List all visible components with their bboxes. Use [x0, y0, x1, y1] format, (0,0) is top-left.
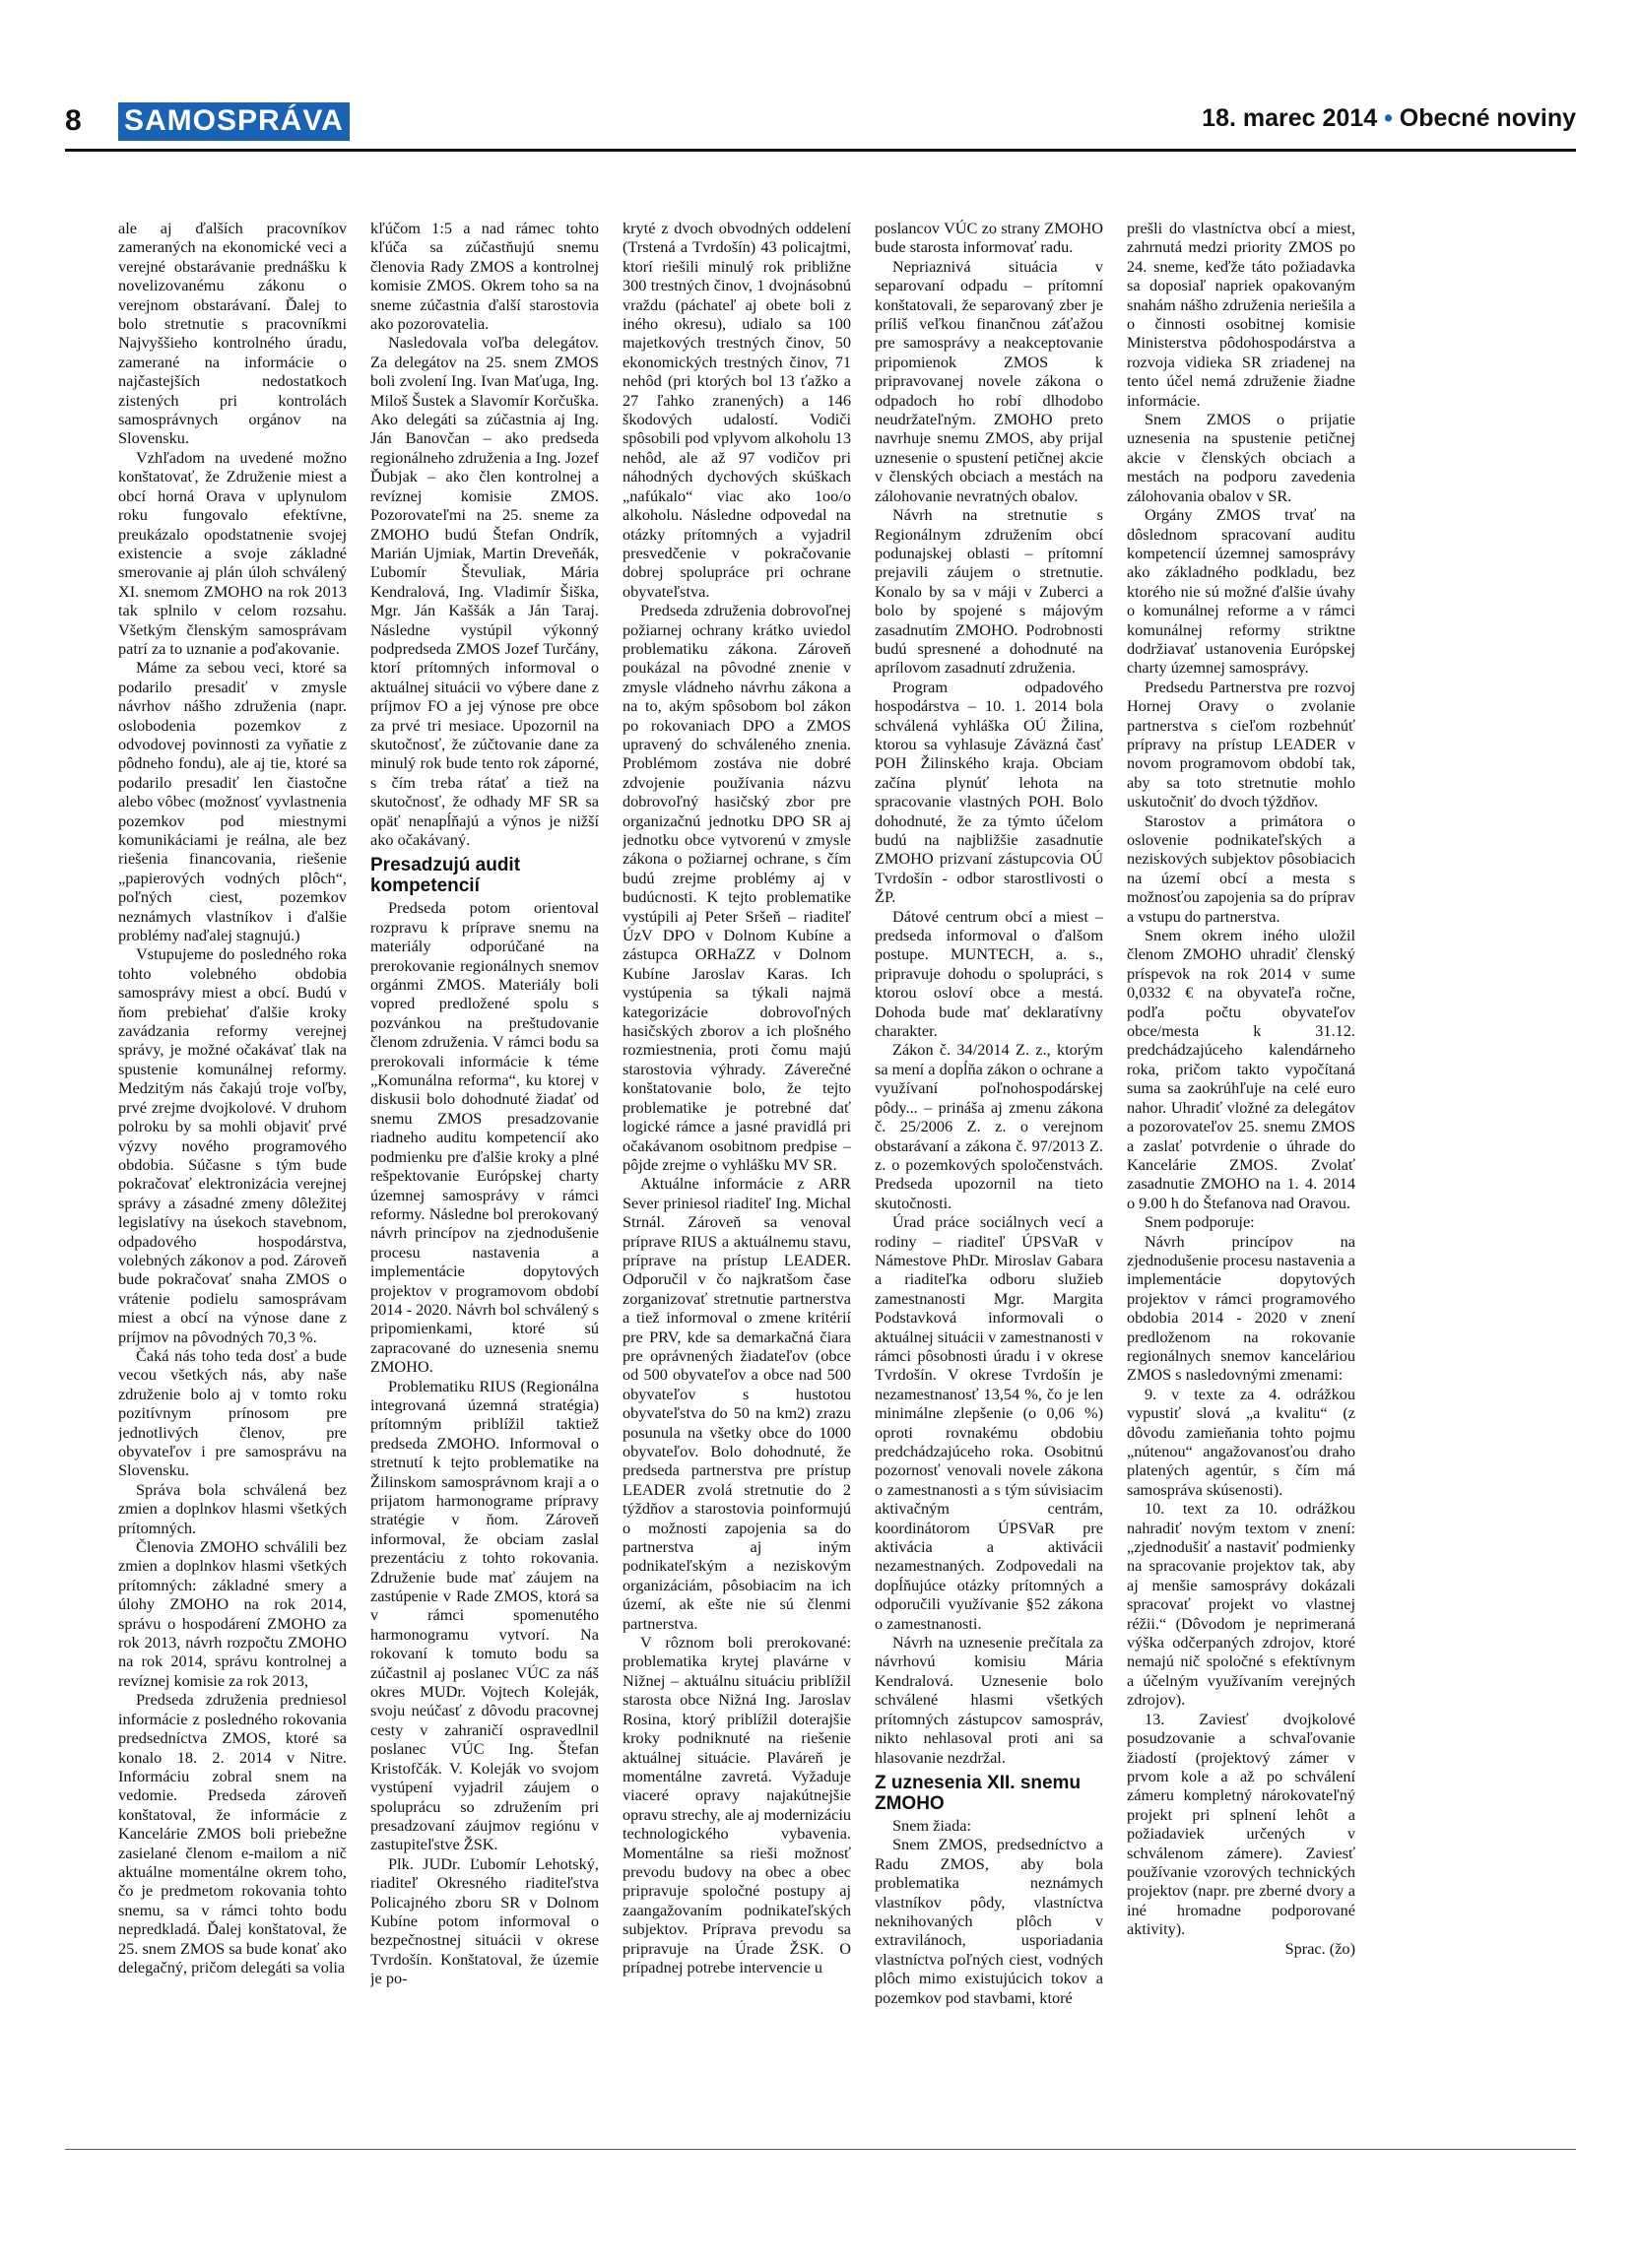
paragraph: Máme za sebou veci, ktoré sa podarilo presadiť v zmysle návrhov nášho združenia (napr. oslobodenia pozemkov z odvodovej povinnosti za vyňatie z pôdneho fondu), ale aj tie, ktoré sa podarilo presadiť len čiastočne alebo vôbec (možnosť vyvlastnenia pozemkov pod miestnymi komunikáciami je reálna, ale bez riešenia financovania, riešenie „papierových vodných plôch“, poľných ciest, pozemkov neznámych vlastníkov i ďalšie problémy naďalej stagnujú.)	[118, 658, 347, 945]
paragraph: Návrh na stretnutie s Regionálnym združením obcí podunajskej oblasti – prítomní prejavili záujem o stretnutie. Konalo by sa v máji v Zuberci a bolo by spojené s májovým zasadnutím ZMOHO. Podrobnosti budú spresnené a dohodnuté na aprílovom zasadnutí združenia.	[875, 505, 1103, 678]
newspaper-name: Obecné noviny	[1399, 104, 1576, 132]
paragraph: Orgány ZMOS trvať na dôslednom spracovaní auditu kompetencií územnej samosprávy ako základného podkladu, bez ktorého nie sú možné ďalšie úvahy o komunálnej reforme a v rámci komunálnej reformy striktne dodržiavať ustanovenia Európskej charty územnej samosprávy.	[1127, 505, 1355, 678]
paragraph: Zákon č. 34/2014 Z. z., ktorým sa mení a dopĺňa zákon o ochrane a využívaní poľnohospodárskej pôdy... – prináša aj zmenu zákona č. 25/2006 Z. z. o verejnom obstarávaní a zákona č. 97/2013 Z. z. o pozemkových spoločenstvách. Predseda upozornil na tieto skutočnosti.	[875, 1040, 1103, 1212]
article-body	[118, 219, 1574, 2139]
footer-rule	[65, 2149, 1576, 2150]
paragraph: prešli do vlastníctva obcí a miest, zahrnutá medzi priority ZMOS po 24. sneme, keďže táto požiadavka sa doposiaľ napriek opakovaným snahám nášho združenia neriešila a o činnosti osobitnej komisie Ministerstva pôdohospodárstva a rozvoja vidieka SR zriadenej na tento účel nemá združenie žiadne informácie.	[1127, 219, 1355, 410]
author-signature: Sprac. (žo)	[1284, 1938, 1355, 1958]
paragraph: Snem ZMOS, predsedníctvo a Radu ZMOS, aby bola problematika neznámych vlastníkov pôdy, vlastníctva neknihovaných plôch v extravilánoch, usporiadania vlastníctva poľných ciest, vodných plôch mimo existujúcich tokov a pozemkov pod stavbami, ktoré	[875, 1835, 1103, 2007]
paragraph: 13. Zaviesť dvojkolové posudzovanie a schvaľovanie žiadostí (projektový zámer v prvom kole a až po schválení zámeru kompletný nárokovateľný projekt pri splnení lehôt a požiadaviek určených v schválenom zámere). Zaviesť používanie vzorových technických projektov (napr. pre zberné dvory a iné hromadne podporované aktivity).	[1127, 1709, 1355, 1939]
paragraph: Dátové centrum obcí a miest – predseda informoval o ďalšom postupe. MUNTECH, a. s., pripravuje dohodu o spolupráci, s ktorou osloví obce a mestá. Dohoda bude mať deklaratívny charakter.	[875, 906, 1103, 1041]
page-header	[65, 102, 1576, 148]
column-4	[875, 219, 1103, 2139]
paragraph: Problematiku RIUS (Regionálna integrovaná územná stratégia) prítomným priblížil taktiež predseda ZMOHO. Informoval o stretnutí k tejto problematike na Žilinskom samosprávnom kraji a o prijatom harmonograme prípravy stratégie v ňom. Zároveň informoval, že obciam zaslal prezentáciu z tohto rokovania. Združenie bude mať záujem na zastúpenie v Rade ZMOS, ktorá sa v rámci spomenutého harmonogramu vytvorí. Na rokovaní k tomuto bodu sa zúčastnil aj poslanec VÚC za náš okres MUDr. Vojtech Koleják, svoju neúčasť z dôvodu pracovnej cesty v zahraničí ospravedlnil poslanec VÚC Ing. Štefan Kristofčák. V. Koleják vo svojom vystúpení vyjadril záujem o spoluprácu so združením pri presadzovaní záujmov regiónu v zastupiteľstve ŽSK.	[370, 1376, 599, 1854]
paragraph: Snem okrem iného uložil členom ZMOHO uhradiť členský príspevok na rok 2014 v sume 0,0332 € na obyvateľa ročne, podľa počtu obyvateľov obce/mesta k 31.12. predchádzajúceho kalendárneho roka, pričom takto vypočítaná suma sa zaokrúhľuje na celé euro nahor. Uhradiť vložné za delegátov a pozorovateľov 25. snemu ZMOS a zaslať potvrdenie o úhrade do Kancelárie ZMOS. Zvolať zasadnutie ZMOHO na 1. 4. 2014 o 9.00 h do Štefanova nad Oravou.	[1127, 926, 1355, 1212]
column-1	[118, 219, 347, 2139]
paragraph: Predseda združenia dobrovoľnej požiarnej ochrany krátko uviedol problematiku zákona. Zároveň poukázal na pôvodné znenie v zmysle vládneho návrhu zákona a na to, akým spôsobom bol zákon po rokovaniach DPO a ZMOS upravený do schváleného znenia. Problémom zostáva nie dobré zdvojenie používania názvu dobrovoľný hasičský zbor pre organizačnú jednotku DPO SR aj jednotku obce vytvorenú v zmysle zákona o požiarnej ochrane, s čím budú zrejme problémy aj v budúcnosti. K tejto problematike vystúpili aj Peter Sršeň – riaditeľ ÚzV DPO v Dolnom Kubíne a zástupca ORHaZZ v Dolnom Kubíne Jaroslav Karas. Ich vystúpenia sa týkali najmä kategorizácie dobrovoľných hasičských zborov a ich plošného rozmiestnenia, proti čomu majú starostovia výhrady. Záverečné konštatovanie bolo, že tejto problematike je potrebné dať logické rámce a jasné pravidlá pri očakávanom osobitnom predpise – pôjde zrejme o vyhlášku MV SR.	[623, 601, 851, 1174]
paragraph: Členovia ZMOHO schválili bez zmien a doplnkov hlasmi všetkých prítomných: základné smery a úlohy ZMOHO na rok 2014, správu o hospodárení ZMOHO za rok 2013, návrh rozpočtu ZMOHO na rok 2014, správu kontrolnej a revíznej komisie za rok 2013,	[118, 1537, 347, 1690]
header-rule	[65, 149, 1576, 152]
separator-dot: •	[1384, 104, 1393, 132]
paragraph: Čaká nás toho teda dosť a bude vecou všetkých nás, aby naše združenie bolo aj v tomto roku pozitívnym prínosom pre jednotlivých členov, pre obyvateľov i pre samosprávu na Slovensku.	[118, 1345, 347, 1480]
paragraph: Nasledovala voľba delegátov. Za delegátov na 25. snem ZMOS boli zvolení Ing. Ivan Maťuga, Ing. Miloš Šustek a Slavomír Korčuška. Ako delegáti sa zúčastnia aj Ing. Ján Banovčan – ako predseda regionálneho združenia a Ing. Jozef Ďubjak – ako člen kontrolnej a revíznej komisie ZMOS. Pozorovateľmi na 25. sneme za ZMOHO budú Štefan Ondrík, Marián Ujmiak, Martin Dreveňák, Ľubomír Števuliak, Mária Kendralová, Ing. Vladimír Šiška, Mgr. Ján Kaššák a Ján Taraj. Následne vystúpil výkonný podpredseda ZMOS Jozef Turčány, ktorí prítomných informoval o aktuálnej situácii vo výbere dane z príjmov FO a jej výnose pre obce za prvé tri mesiace. Upozornil na skutočnosť, že zúčtovanie dane za minulý rok bude tento rok záporné, s čím treba rátať a tiež na skutočnosť, že odhady MF SR sa opäť nenapĺňajú a výnos je nižší ako očakávaný.	[370, 333, 599, 849]
paragraph: Plk. JUDr. Ľubomír Lehotský, riaditeľ Okresného riaditeľstva Policajného zboru SR v Dolnom Kubíne potom informoval o bezpečnostnej situácii v okrese Tvrdošín. Konštatoval, že územie je po-	[370, 1853, 599, 1988]
paragraph: kľúčom 1:5 a nad rámec tohto kľúča sa zúčastňujú snemu členovia Rady ZMOS a kontrolnej komisie ZMOS. Okrem toho sa na sneme zúčastnia ďalší starostovia ako pozorovatelia.	[370, 219, 599, 334]
section-title: SAMOSPRÁVA	[118, 102, 350, 141]
paragraph: poslancov VÚC zo strany ZMOHO bude starosta informovať radu.	[875, 219, 1103, 257]
paragraph: Snem žiada:	[892, 1815, 972, 1835]
column-3	[623, 219, 851, 2139]
paragraph: 10. text za 10. odrážkou nahradiť novým textom v znení: „zjednodušiť a nastaviť podmienky na spracovanie projektov tak, aby aj menšie samosprávy dokázali spracovať projekt vo vlastnej réžii.“ (Dôvodom je neprimeraná výška odčerpaných zdrojov, ktoré nemajú nič spoločné s efektívnym a účelným využívaním verejných zdrojov).	[1127, 1499, 1355, 1710]
paragraph: Snem ZMOS o prijatie uznesenia na spustenie petičnej akcie v členských obciach a mestách na podporu zavedenia zálohovania obalov v SR.	[1127, 410, 1355, 505]
paragraph: 9. v texte za 4. odrážkou vypustiť slová „a kvalitu“ (z dôvodu zamieňania tohto pojmu „nútenou“ angažovanosťou draho platených agentúr, s čím má samospráva skúsenosti).	[1127, 1384, 1355, 1499]
paragraph: Starostov a primátora o oslovenie podnikateľských a neziskových subjektov pôsobiacich na území obcí a mesta s možnosťou zapojenia sa do príprav a vstupu do partnerstva.	[1127, 810, 1355, 926]
paragraph: Nepriaznivá situácia v separovaní odpadu – prítomní konštatovali, že separovaný zber je príliš veľkou finančnou záťažou pre samosprávy a neakceptovanie pripomienok ZMOS k pripravovanej novele zákona o odpadoch ho robí dlhodobo neudržateľným. ZMOHO preto navrhuje snemu ZMOS, aby prijal uznesenie o spustení petičnej akcie v členských obciach a mestách na zálohovanie nevratných obalov.	[875, 256, 1103, 505]
paragraph: Program odpadového hospodárstva – 10. 1. 2014 bola schválená vyhláška OÚ Žilina, ktorou sa vyhlasuje Záväzná časť POH Žilinského kraja. Obciam začína plynúť lehota na spracovanie vlastných POH. Bolo dohodnuté, že za týmto účelom budú na najbližšie zasadnutie ZMOHO prizvaní zástupcovia OÚ Tvrdošín - odbor starostlivosti o ŽP.	[875, 677, 1103, 907]
paragraph: Snem podporuje:	[1145, 1212, 1255, 1232]
paragraph: Predseda združenia predniesol informácie z posledného rokovania predsedníctva ZMOS, ktoré sa konalo 18. 2. 2014 v Nitre. Informáciu zobral snem na vedomie. Predseda zároveň konštatoval, že informácie z Kancelárie ZMOS boli priebežne zasielané členom e-mailom a nič aktuálne momentálne okrem toho, čo je predmetom rokovania tohto snemu, sa v rámci tohto bodu nepredkladá. Ďalej konštatoval, že 25. snem ZMOS sa bude konať ako delegačný, pričom delegáti sa volia	[118, 1690, 347, 1976]
paragraph: Predseda potom orientoval rozpravu k príprave snemu na materiály odporúčané na prerokovanie regionálnych snemov orgánmi ZMOS. Materiály boli vopred predložené spolu s pozvánkou na preštudovanie členom združenia. V rámci bodu sa prerokovali informácie k téme „Komunálna reforma“, ku ktorej v diskusii bolo dohodnuté žiadať od snemu ZMOS presadzovanie riadneho auditu kompetencií ako podmienku pre ďalšie kroky a plné rešpektovanie Európskej charty územnej samosprávy v rámci reformy. Následne bol prerokovaný návrh princípov na zjednodušenie procesu nastavenia a implementácie dopytových projektov v programovom období 2014 - 2020. Návrh bol schválený s pripomienkami, ktoré sú zapracované do uznesenia snemu ZMOHO.	[370, 898, 599, 1377]
issue-dateline	[1202, 104, 1576, 133]
column-2	[370, 219, 599, 2139]
paragraph: Návrh princípov na zjednodušenie procesu nastavenia a implementácie dopytových projektov v rámci programového obdobia 2014 - 2020 v znení predloženom na rokovanie regionálnych snemov kanceláriou ZMOS s nasledovnými zmenami:	[1127, 1231, 1355, 1385]
paragraph: Vstupujeme do posledného roka tohto volebného obdobia samosprávy miest a obcí. Budú v ňom prebiehať ďalšie kroky zavádzania reformy verejnej správy, je možné očakávať tlak na spustenie komunálnej reformy. Medzitým nás čakajú troje voľby, prvé zrejme dvojkolové. V druhom polroku by sa mohli objaviť prvé výzvy nového programového obdobia. Súčasne s tým bude pokračovať elektronizácia verejnej správy a zásadné zmeny dôležitej legislatívy na úsekoch stavebnom, odpadového hospodárstva, volebných zákonov a pod. Zároveň bude pokračovať snaha ZMOS o vrátenie podielu samosprávam miest a obcí na výnose dane z príjmov na pôvodných 70,3 %.	[118, 944, 347, 1346]
paragraph: Úrad práce sociálnych vecí a rodiny – riaditeľ ÚPSVaR v Námestove PhDr. Miroslav Gabara a riaditeľka odboru služieb zamestnanosti Mgr. Margita Podstavková informovali o aktuálnej situácii v zamestnanosti v rámci pôsobnosti úradu i v okrese Tvrdošín. V okrese Tvrdošín je nezamestnanosť 13,54 %, čo je len minimálne zlepšenie (o 0,06 %) oproti rovnakému obdobiu predchádzajúceho roka. Osobitnú pozornosť venovali novele zákona o zamestnanosti a s tým súvisiacim aktivačným centrám, koordinátorom ÚPSVaR pre aktivácia a aktivácii nezamestnaných. Zodpovedali na dopĺňujúce otázky prítomných a odporučili využívanie §52 zákona o zamestnanosti.	[875, 1212, 1103, 1633]
paragraph: Aktuálne informácie z ARR Sever priniesol riaditeľ Ing. Michal Strnál. Zároveň sa venoval príprave RIUS a aktuálnemu stavu, príprave na prístup LEADER. Odporučil v čo najkratšom čase zorganizovať stretnutie partnerstva a tiež informoval o zmene kritérií pre PRV, kde sa demarkačná čiara pre oprávnených žiadateľov (obce od 500 obyvateľov a obce nad 500 obyvateľov s hustotou obyvateľstva do 50 na km2) zrazu posunula na všetky obce do 1000 obyvateľov. Bolo dohodnuté, že predseda partnerstva pre prístup LEADER zvolá stretnutie do 2 týždňov a starostovia poinformujú o možnosti zapojenia sa do partnerstva aj iným podnikateľským a neziskovým organizáciám, pôsobiacim na ich území, ak ešte nie sú členmi partnerstva.	[623, 1174, 851, 1633]
issue-date: 18. marec 2014	[1202, 104, 1378, 132]
paragraph: Návrh na uznesenie prečítala za návrhovú komisiu Mária Kendralová. Uznesenie bolo schválené hlasmi všetkých prítomných zástupcov samospráv, nikto nehlasoval proti ani sa hlasovanie nezdržal.	[875, 1633, 1103, 1767]
paragraph: Vzhľadom na uvedené možno konštatovať, že Združenie miest a obcí horná Orava v uplynulom roku fungovalo efektívne, preukázalo opodstatnenie svojej existencie a svoje základné smerovanie aj plán úloh schválený XI. snemom ZMOHO na rok 2013 tak splnilo v celom rozsahu. Všetkým členským samosprávam patrí za to uznanie a poďakovanie.	[118, 447, 347, 658]
subheading-resolution: Z uznesenia XII. snemu ZMOHO	[875, 1772, 1082, 1814]
paragraph: kryté z dvoch obvodných oddelení (Trstená a Tvrdošín) 43 policajtmi, ktorí riešili minulý rok približne 300 trestných činov, 1 dvojnásobnú vraždu (páchateľ aj obete boli z iného okresu), udialo sa 100 majetkových trestných činov, 50 ekonomických trestných činov, 71 nehôd (pri ktorých bol 13 ťažko a 27 ľahko zranených) a 146 škodových udalostí. Vodiči spôsobili pod vplyvom alkoholu 13 nehôd, ale až 97 vodičov pri náhodných dychových skúškach „nafúkalo“ viac ako 1oo/o alkoholu. Následne odpovedal na otázky prítomných a vyjadril presvedčenie v pokračovanie dobrej spolupráce pri ochrane obyvateľstva.	[623, 219, 851, 601]
paragraph: Správa bola schválená bez zmien a doplnkov hlasmi všetkých prítomných.	[118, 1479, 347, 1537]
paragraph: ale aj ďalších pracovníkov zameraných na ekonomické veci a verejné obstarávanie prednášku k novelizovanému zákonu o verejnom obstarávaní. Ďalej to bolo stretnutie s pracovníkmi Najvyššieho kontrolného úradu, zamerané na informácie o najčastejších nedostatkoch zistených pri kontrolách samosprávnych orgánov na Slovensku.	[118, 219, 347, 448]
paragraph: Predsedu Partnerstva pre rozvoj Hornej Oravy o zvolanie partnerstva s cieľom rozbehnúť prípravy na prístup LEADER v novom programovom období tak, aby sa toto stretnutie mohlo uskutočniť do dvoch týždňov.	[1127, 677, 1355, 811]
page-number: 8	[65, 104, 82, 137]
column-5	[1127, 219, 1355, 2139]
paragraph: V rôznom boli prerokované: problematika krytej plavárne v Nižnej – aktuálnu situáciu priblížil starosta obce Nižná Ing. Jaroslav Rosina, ktorý priblížil doterajšie kroky podniknuté na riešenie aktuálnej situácie. Plaváreň je momentálne zavretá. Vyžaduje viaceré opravy najakútnejšie opravu strechy, ale aj modernizáciu technologického vybavenia. Momentálne sa rieši možnosť prevodu budovy na obec a obec pripravuje spoločné postupy aj zaangažovaním podnikateľských subjektov. Príprava prevodu sa pripravuje na Úrade ŽSK. O prípadnej potrebe intervencie u	[623, 1633, 851, 1976]
subheading-audit: Presadzujú audit kompetencií	[370, 855, 521, 897]
